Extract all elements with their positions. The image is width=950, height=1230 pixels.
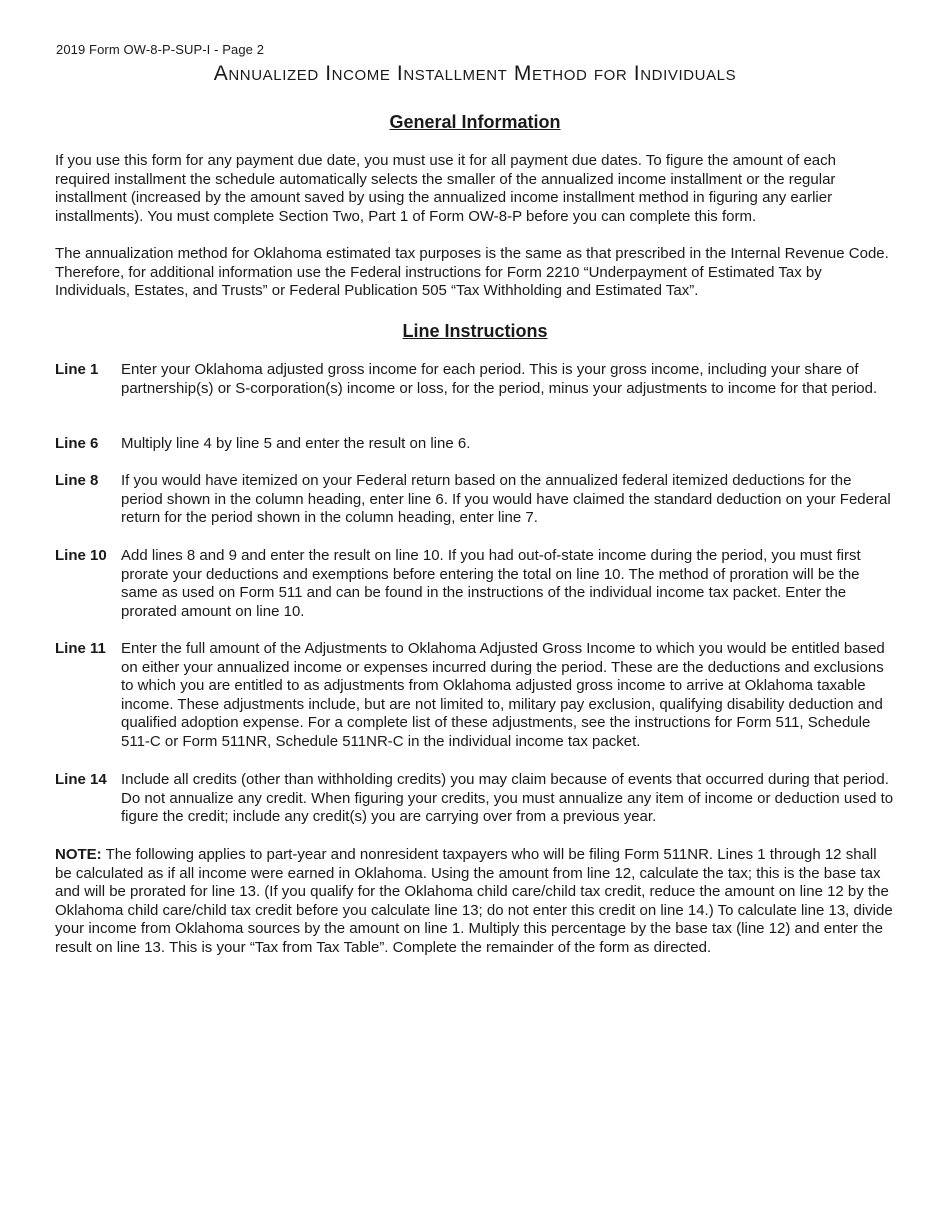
page-title: Annualized Income Installment Method for Individuals xyxy=(213,62,737,85)
line-instruction-text: Enter the full amount of the Adjustments to Oklahoma Adjusted Gross Income to which you would be entitled based on either your annualized income or expenses incurred during the period. These are the deductions and exclusions to which you are entitled to as adjustments from Oklahoma adjusted gross income to arrive at Oklahoma taxable income. These adjustments include, but are not limited to, military pay exclusion, qualifying disability deduction and qualified adoption expense. For a complete list of these adjustments, see the instructions for Form 511, Schedule 511-C or Form 511NR, Schedule 511NR-C in the individual income tax packet. xyxy=(121,640,885,750)
line-instruction-label: Line 6 xyxy=(55,435,99,452)
line-instruction-label: Line 11 xyxy=(55,640,106,657)
line-instruction-text: If you would have itemized on your Federal return based on the annualized federal itemized deductions for the period shown in the column heading, enter line 6. If you would have claimed the standard deduction on your Federal return for the period shown in the column heading, enter line 7. xyxy=(121,472,891,527)
line-instruction-item xyxy=(55,361,895,398)
line-instruction-text: Include all credits (other than withholding credits) you may claim because of events that occurred during that period. Do not annualize any credit. When figuring your credits, you must annualize any item of income or deduction used to figure the credit; include any credit(s) you are carrying over from a previous year. xyxy=(121,771,894,826)
line-instruction-label: Line 10 xyxy=(55,547,107,564)
line-instruction-item xyxy=(55,640,895,752)
note-label: NOTE: xyxy=(55,846,102,863)
line-instruction-item xyxy=(55,472,895,528)
line-instruction-label: Line 8 xyxy=(55,472,99,489)
line-instruction-label: Line 1 xyxy=(55,361,99,378)
page-label: 2019 Form OW-8-P-SUP-I - Page 2 xyxy=(56,42,265,57)
line-instruction-text: Enter your Oklahoma adjusted gross income for each period. This is your gross income, including your share of partnership(s) or S-corporation(s) income or loss, for the period, minus your adjustments to income for that period. xyxy=(121,361,878,397)
general-paragraph-2: The annualization method for Oklahoma estimated tax purposes is the same as that prescribed in the Internal Revenue Code. Therefore, for additional information use the Federal instructions for Form 2210 “Underpayment of Estimated Tax by Individuals, Estates, and Trusts” or Federal Publication 505 “Tax Withholding and Estimated Tax”. xyxy=(55,245,889,300)
line-instructions-heading: Line Instructions xyxy=(402,321,548,341)
note-text: The following applies to part-year and nonresident taxpayers who will be filing Form 511NR. Lines 1 through 12 shall be calculated as if all income were earned in Oklahoma. Using the amount from line 12, calculate the tax; this is the base tax and will be prorated for line 13. (If you qualify for the Oklahoma child care/child tax credit, reduce the amount on line 12 by the Oklahoma child care/child tax credit before you calculate line 13; do not enter this credit on line 14.) To calculate line 13, divide your income from Oklahoma sources by the amount on line 1. Multiply this percentage by the base tax (line 12) and enter the result on line 13. This is your “Tax from Tax Table”. Complete the remainder of the form as directed. xyxy=(55,846,893,956)
note-paragraph xyxy=(55,846,895,958)
line-instruction-text: Multiply line 4 by line 5 and enter the result on line 6. xyxy=(121,435,471,452)
general-paragraph-1: If you use this form for any payment due date, you must use it for all payment due dates. To figure the amount of each required installment the schedule automatically selects the smaller of the annualized income installment or the regular installment (increased by the amount saved by using the annualized income installment method in figuring any earlier installments). You must complete Section Two, Part 1 of Form OW-8-P before you can complete this form. xyxy=(55,152,836,225)
general-information-heading: General Information xyxy=(389,112,561,132)
line-instruction-item xyxy=(55,547,895,621)
line-instruction-text: Add lines 8 and 9 and enter the result on line 10. If you had out-of-state income during the period, you must first prorate your deductions and exemptions before entering the total on line 10. The method of proration will be the same as used on Form 511 and can be found in the instructions of the individual income tax packet. Enter the prorated amount on line 10. xyxy=(121,547,861,620)
line-instruction-item xyxy=(55,435,895,454)
line-instruction-item xyxy=(55,771,895,827)
line-instruction-label: Line 14 xyxy=(55,771,107,788)
